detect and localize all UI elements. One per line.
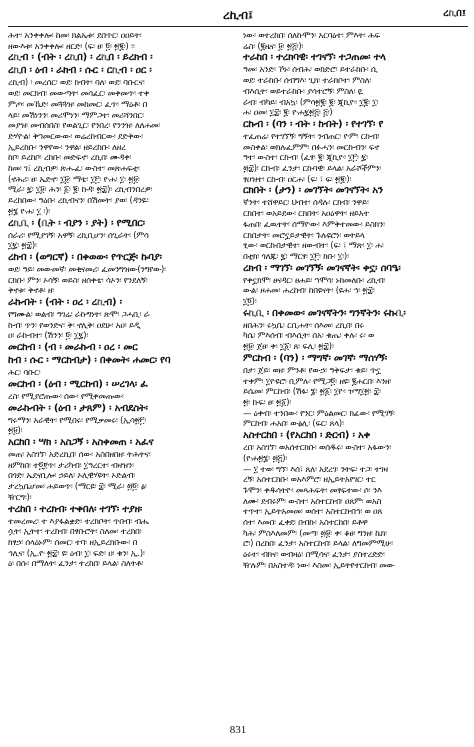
- entry-text-line: ርክበተ፡ ወአይደው፡ ርክበት፡ አዐዕዋት፡ ዘይአተ: [243, 208, 369, 219]
- entry-text-line: ታረኳቤሆመ፡ ሐይወጥ፡ (ማርዩ፡ ፰፡ ሚራ፡ ፴፬፡ ፅ፡: [8, 481, 147, 492]
- entry-text-line: ተመረመረ፡ ተ እያፋልቋድ፡ ተረክቦት፡ ጥበብ፡ ብሔ: [8, 515, 149, 526]
- entry-text-line: ኢይረከቡ፡ ንዋየው፡ ንዋል፡ ዘይረከቡ፡ ለዘረ: [8, 141, 126, 152]
- entry-text-line: ተፈጠሬ፡ የተገኘኝ፡ ግኝት፡ ንብጠር፡ ዮም፡ ርኩብ፡: [243, 130, 380, 141]
- entry-headword: ሩኪቢ ፡ በቀመው፡ መገናኛትን፡ ግንኛትን፡ ሩኩቢ፡: [243, 307, 406, 319]
- entry-text-line: ኩብ፡ ጥን፡ የወንድና፡ ቅ፡ ኖሊቅ፡ ዐደሁ፡ አዐ፡ ይዲ: [8, 319, 141, 330]
- entry-text-line: መጠ፡ አስገኘ፡ አድረኪበ፡ ሰው፡ አስበዘበዘ፡ ትሕትና፡: [8, 448, 151, 459]
- entry-text-line: ርክበታት፡ መሮኗይታዊት፡ ጉሉዩሮነ፡ ወትይላ: [243, 229, 365, 240]
- entry-text-line: ድሃዮል፡ ቅኀመርውው፡ ወሬረከብርው፡ ደድቅው፡: [8, 130, 143, 141]
- page-number: 831: [229, 724, 247, 736]
- running-header: [8, 6, 468, 24]
- entry-text-line: ሐ፡ ዐመ፡ ፲፰፡ ፪፡ ዮሐ፯፳፭፡ ፭፡): [243, 107, 333, 118]
- running-head-right: ረኪበ፤: [443, 8, 466, 19]
- entry-text-line: ፲፬)፡: [243, 296, 257, 307]
- entry-text-line: ሰተ፡ እመበ፡ ፈቀደ፡ በብኩ፡ አስተርከበ፡ ይቶዋ: [243, 517, 368, 528]
- entry-text-line: ዘውእቱ፡ አንቀቀሎ፡ ዘርድ፡ (ፍ፡ ፀ፡ ፬፡ ፳፪፡) ፡፡: [8, 40, 135, 51]
- entry-text-line: ብእሲት፡ ወይተራከቡ፡ ያሳተሮኝ፡ ምስለ፡ ዪ: [243, 85, 364, 96]
- entry-text-line: የቀኗክሞ፡ ፀናዳር፡ ፀሐይ፡ ኀሞሳ፡ ኑክመለቡ፡ ረኪብ፡: [243, 274, 386, 285]
- entry-text-line: ከመ፡ ገ፤ ረኪብዎ፡ ጽሑፈ፡ ውስተ፡ መጽሐፍቲ፡: [8, 163, 140, 174]
- entry-text-line: ፳፱፡ ጀፀ፡ ቀ፡ ፲፩፡ ጸ፡ ፍሊ፡ ፳፰)፡: [243, 341, 334, 352]
- entry-text-line: ዕሩተ፡ ብክና፡ ወብዛዕ፡ በሚሳና፡ ፈንታ፡ ያስተረድድ፡: [243, 549, 385, 560]
- entry-text-line: ፳፡ ኩፍ፡ ፀ፡ ፳፩)፡: [243, 396, 292, 407]
- entry-text-line: ተጥተ፡ ኢይትአመመ፡ ወሰተ፡ አስተርከብኅ፡ ወ ዐጸ: [243, 506, 383, 517]
- entry-text-line: ወደ፡ ዓይ፡ መውመኛ፡ መቂናመሪ፡ ፈመንግዝው(ንግየው)፡: [8, 263, 166, 274]
- entry-text-line: ቅኖቱ፡ ቅኖቶ፡ ዘ፡: [8, 285, 54, 296]
- entry-text-line: ሷት፡ ኢትተ፡ ተረከብ፡ በፃቡሮት፡ ስለመ፡ ተረክበ፡: [8, 526, 142, 537]
- entry-text-line: ዓመ፡ አንድ፡ ኾኑ፡ ሰብሕ፡ ወክድሮ፡ ይተራከቡ፡ ሲ: [243, 64, 378, 75]
- entry-text-line: ፳፮ ዮሐ፡ ፲ ፡)፡: [8, 205, 50, 216]
- entry-text-line: ምጦ፡ መኼድ፡ መጓጓዝ፡ መከመር፡ ፈጥ፡ ማዕቶ፡ በ: [8, 98, 148, 109]
- entry-text-line: ፳፱)፡: [8, 425, 23, 436]
- entry-text-line: ካሴ፡ ምእሰብ፡ ብእሲት፡ ሰአ፡ ቁጤ፡ ቀሉ፡ ሩ፡ ወ: [243, 330, 375, 341]
- entry-text-line: ካሕ፡ ምስእለመም፡ (መጣ፡ ፴፱፡ ቀ፡ ቆፀ፡ ግንዘ፡ ኬክ፡: [243, 527, 387, 538]
- dictionary-page: [8, 6, 468, 742]
- entry-text-line: የግሙል፡ ወልብ፡ ዓገሬ፡ ራኩግነት፡ ጽሞ፡ ጋሓቢ፡ ራ: [8, 309, 150, 320]
- entry-text-line: መስቀል፡ ወክሉፈምም፡ በፉሓን፡ መርኩብን፡ ፍኖ: [243, 141, 380, 152]
- entry-text-line: ፴፰)፡ ርኩብ፡ ፈንታ፡ ርኩባዊ፡ ይላል፡ አራሾችምን፡: [243, 163, 382, 174]
- entry-text-line: ዓተ፡ ውስተ፡ ርኩብ፡ (ፈፃ፡ ፪፡ ጂኪዮ፡ ፲፫፡ ፯፡: [243, 152, 368, 163]
- entry-text-line: ዐ፡ ራኩብተ፡ (ሽንን፡ ፬፡ ፲፯)፡: [8, 330, 89, 341]
- entry-text-line: በታ፡ ጀይ፡ ወዘ፡ ምንቶ፡ የውኃ፡ ዓቅፍታ፡ ቁይ፡ ጥኗ: [243, 364, 381, 375]
- running-head-title: ረኪብ፤: [223, 8, 253, 22]
- entry-text-line: ዕ፡ በሱ፡ በማለት፡ ፈንታ፡ ተረከበ፡ ይላል፡ ስለትቶ፡: [8, 558, 144, 569]
- entry-text-line: ሬስ፡ (፪ዜና፡ ፱፡ ፳፭፡)፡: [243, 40, 304, 51]
- entry-text-line: ተቀም፡ ፲ዮዩሮ፡ ቢምሉ፡ የሚጋ፬፡ ዘዩ፡ ፪ሐርበ፡ እንዘ፡: [243, 375, 392, 386]
- entry-text-line: ኅሊና፡ (ኢ.ዮ ፳፰፡ ዩ፡ ዕብ፡ ፲፡ ፍድ፡ ዐ፡ ቁን፡ ኢ.)፡: [8, 547, 145, 558]
- entry-text-line: — ዕቀብ፡ ተንበው፡ የንር፡ ምዕልመር፡ ክፊው፡ የሚገኝ፡: [243, 407, 395, 418]
- entry-headword: ከብ ፡ ሱር ፡ ማርከብታ) ፡ በቀመት፡ ሐመር፡ የባ: [8, 355, 171, 367]
- entry-text-line: ጉሞን፡ ቀዱሳትዮ፡ መጻሕፍት፡ መፃፍተው፡ ሶ፡ ንእ: [243, 484, 382, 495]
- entry-text-line: ፃዐዝተ፡ ርኩብ፡ ዐርሐ፡ (ፍ፡ ፣ ፍ፡ ፳፪፡)፡: [243, 173, 352, 184]
- entry-text-line: ራብ፡ ብካይ፡ ብአኳ፡ (ምሳ፳፪፡ ፪፡ ጂኪዮ፡ ፲፪፡ ፲፡: [243, 96, 379, 107]
- entry-headword: ረኪበ ፡ ዕብ ፡ ራክብ ፡ ሱር ፡ ርኪብ ፡ ዐር ፡: [8, 65, 152, 77]
- entry-text-line: ሕር፡ ባቡር፡: [8, 367, 41, 378]
- entry-headword: ረከብ ፡ (ወግርኛ) ፡ በቀወው፡ የጥርጅ፡ ኩባያ፡: [8, 251, 162, 263]
- entry-text-line: ዥሉም፡ በአስተዳ፡ ነው፡ እስመ፡ ኢይትየተርከብ፡ መው: [243, 559, 395, 570]
- entry-text-line: ፋጠበ፡ ፈዉተት፡ ሰማዮው፡ እምቅተመው፡ ይስክን፡: [243, 218, 385, 229]
- entry-text-line: በቲክ፡ ጎለጁ፡ ፯፡ ማርፃ፡ ፲፫፡ ክቡ፡ ፲፡)፡: [243, 250, 349, 261]
- entry-text-line: ወደ፡ ተራከቡ፡ ሰብግእ፡ ጊክ፡ ተራክቦተ፡ ምስለ፡: [243, 75, 372, 86]
- entry-text-line: ከቦ፡ ይረከቦ፡ ረከቡ፡ መድፍኖ፡ ረኪበ፡ ሙዳቀ፡: [8, 152, 132, 163]
- entry-headword: አስተርከበ ፡ (የአርከበ ፡ ድርብ) ፡ አቀ: [243, 430, 371, 442]
- entry-text-line: ምርከብ፡ ሐአበ፡ ውፅሊ፡ (ፍር፡ ጸላ)፡: [243, 418, 344, 429]
- entry-text-line: ለሙ፡ ደብሩም፡ ውስተ፡ አሰተርከብ፡ ዐጸም፡ ወአስ: [243, 495, 382, 506]
- entry-text-line: መያዝ፡ መብሰበስ፡ የወልጊር፡ የንበረ፡ የንንዝ፡ ለለሐመ፡: [8, 120, 161, 131]
- entry-text-line: ይሴመ፡ ምርከብ፡ (ሽፋ፡ ፮፡ ፳፩፡ ፲ዮ፡ ዦግ፲፳፡ ፰፡: [243, 386, 381, 397]
- entry-text-line: ረኝ፡ አሰተርክቡ፡ ወአእምሮ፡ ዘኢይትአየገር፡ ተር: [243, 474, 376, 485]
- entry-text-line: ርክቡ፡ ምን፡ ኦሳኝ፡ ወይስ፡ ዘሰቀቴ፡ ሳኦን፡ የንደለኝ፡: [8, 274, 148, 285]
- text-columns: [8, 30, 468, 714]
- entry-text-line: ነው፡ ወተረከበ፡ ሰለኩሞን፡ አርባዕተ፡ ምእት፡ ሕፍ: [243, 30, 380, 40]
- header-rule: [8, 26, 468, 27]
- entry-text-line: ወደ፡ መርክብ፡ መውጣት፡ መሳፈር፡ መቀመጥ፡ ተቀ: [8, 88, 150, 99]
- entry-text-line: በጎድ፡ ኤደናቢሎ፡ ኃይለ፡ ኦሊዊሃዩት፡ ኦድልብ፡: [8, 470, 135, 481]
- entry-headword: መራኩብት ፡ (ዕብ ፡ ታጸም) ፡ አብደስት፡: [8, 402, 148, 414]
- entry-text-line: ፲፯፡ ፳፰)፡: [8, 240, 37, 251]
- entry-text-line: ረስ፡ የሚያሮጡው፡ ሰው፡ የሚቀመጡው፡: [8, 390, 124, 401]
- entry-headword: ርኩብ ፡ (ባን ፡ ብት ፡ ከብት) ፡ የተገኘ፡ የ: [243, 118, 384, 130]
- entry-text-line: — ፲ ተወ፡ ግኘ፡ እሰ፣ ጸለ፡ አደረገ፡ ንትፍ፡ ተጋ፡ ተገዛ: [243, 463, 388, 474]
- entry-text-line: ሚራ፡ ፯፡ ፲፱፡ ሕን፡ ፩፡ ፪፡ ኩዳ፡ ፳፰)፡ ረኪብንበረዎ፡: [8, 184, 153, 195]
- entry-text-line: ሮ፡) በረከበ፡ ፈንታ፡ አስተርከብ፡ ይላል፡ ለግመምሚሁ፡: [243, 538, 393, 549]
- entry-headword: መርከብ ፡ (ዕብ ፡ ሚርከብ) ፡ ሠረገላ፡ ፈ: [8, 378, 148, 390]
- entry-text-line: ይረከበው፡ ዓዕቡ፡ ረኪብናን፡ በሽመት፡ ያወ፡ (ዳንዬ፡: [8, 195, 149, 206]
- entry-headword: ርክበት ፡ (ታን) ፡ መገኘት፡ መገናኘት፡ አን: [243, 185, 383, 197]
- entry-text-line: ሕተ፡ አንቀቀሎ፡ ከመ፡ ክልኤቱ፡ ደበጥር፡ ዐዐይት፡: [8, 30, 142, 40]
- entry-headword: ረክብ ፡ ማገኘ፡ መገኘኝ፡ መገናኛት፡ ቀኗ፡ ሰባዔ፡: [243, 262, 401, 274]
- entry-headword: ራኩብት ፡ (ብት ፡ ዐረ ፡ ረኪብ) ፡: [8, 297, 122, 309]
- entry-text-line: (ኖሕሪ፡ ፀ፡ ኤድኖ፡ ፲፱፡ ማቴ፡ ፲፫፡ ዮሐ፡ ፲፡ ፳፱፡: [8, 173, 140, 184]
- entry-headword: ምርከብ ፡ (ባን) ፡ ማግኛ፡ መገኛ፡ ማሰሃኝ፡: [243, 352, 387, 364]
- entry-text-line: ዘበሕን፡ ሩኳቤ፡ ርቢሐት፡ ሰእመ፡ ረኪበ፡ በሩ: [243, 319, 364, 330]
- entry-text-line: (ዮሐ፳፮፡ ፴፭)፡: [243, 452, 288, 463]
- entry-headword: ተራከበ ፡ ተረክባዊ፡ ተገናኘ፡ ተጋጠመ፡ ተላ: [243, 52, 386, 64]
- entry-text-line: ኛንት፡ ተሸዋይር፡ ህብተ፡ ሰዳሉ፡ ርክብ፡ ንዋይ፡: [243, 197, 369, 208]
- entry-headword: ረኪብ ፡ (ብት ፡ ረኪበ) ፡ ረኪበ ፡ ይረክብ ፡: [8, 52, 153, 64]
- left-column: [8, 30, 233, 714]
- entry-headword: ረኪቢ ፡ (ቢት ፡ ብያን ፡ ያት) ፡ የሚበር፡: [8, 217, 145, 229]
- entry-text-line: ረበ፡ አስገኘ፡ ወአሰተርክቡ፡ ወሰዱሩ፡ ውስተ፡ አፋውን፡: [243, 442, 392, 453]
- entry-text-line: ግሩማን፡ አራዊት፡ የሚበሩ፡ የሚቃመሩ፡ (ኢሳ፳፫፡: [8, 414, 146, 425]
- entry-text-line: ረኪብ) ፡ መረሰር፡ ወደ፡ ክብት፡ ባለ፡ ወደ፡ ባቡርና፡: [8, 77, 145, 88]
- entry-text-line: ውል፡ ዞሐመ፡ ሐረከብ፡ ከበዩናት፡ (ዩሐ፡ ኅ፡ ፳፰፡: [243, 285, 375, 296]
- entry-text-line: ሰራሪ፡ የሚያገኝ፡ አዋኝ፡ ረኪቢሆን፡ ሰጊራት፡ (ምሳ: [8, 229, 149, 240]
- entry-text-line: ዘምከበ፡ ተ፬፻ጥ፡ ታሪካብ፡ ፲ዓረርተ፡ ብዛዝን፡: [8, 459, 134, 470]
- entry-text-line: ዥርግ፡)፡: [8, 491, 32, 502]
- entry-headword: ተረከበ ፡ ተረክብ፡ ተቀበለ፡ ተገኘ፡ ተያዘ፡: [8, 503, 143, 515]
- entry-text-line: ክፃኃ፡ ሰላዕኑም፡ ሰመር፡ ተባ፡ ዘኢይረክቡው፡ በ: [8, 536, 138, 547]
- entry-text-line: ላይ፡ መሽነንን፡ መሪሞነን፡ ማምጋተ፡ መሪሻንበር፡: [8, 109, 144, 120]
- entry-headword: አርከበ ፡ ሣክ ፡ አስጋኝ ፡ አስቀመጠ ፡ አፈና: [8, 436, 154, 448]
- entry-headword: መርከብ ፡ (ብ ፡ መራኩብ ፡ ዐረ ፡ መር: [8, 342, 138, 354]
- right-column: [243, 30, 468, 714]
- entry-text-line: ፂው፡ ወርኩበታዊተ፡ ዘውብተ፡ (ፍ፡ ፣ ማጽ፡ ፲፡ ሐ፡: [243, 240, 384, 251]
